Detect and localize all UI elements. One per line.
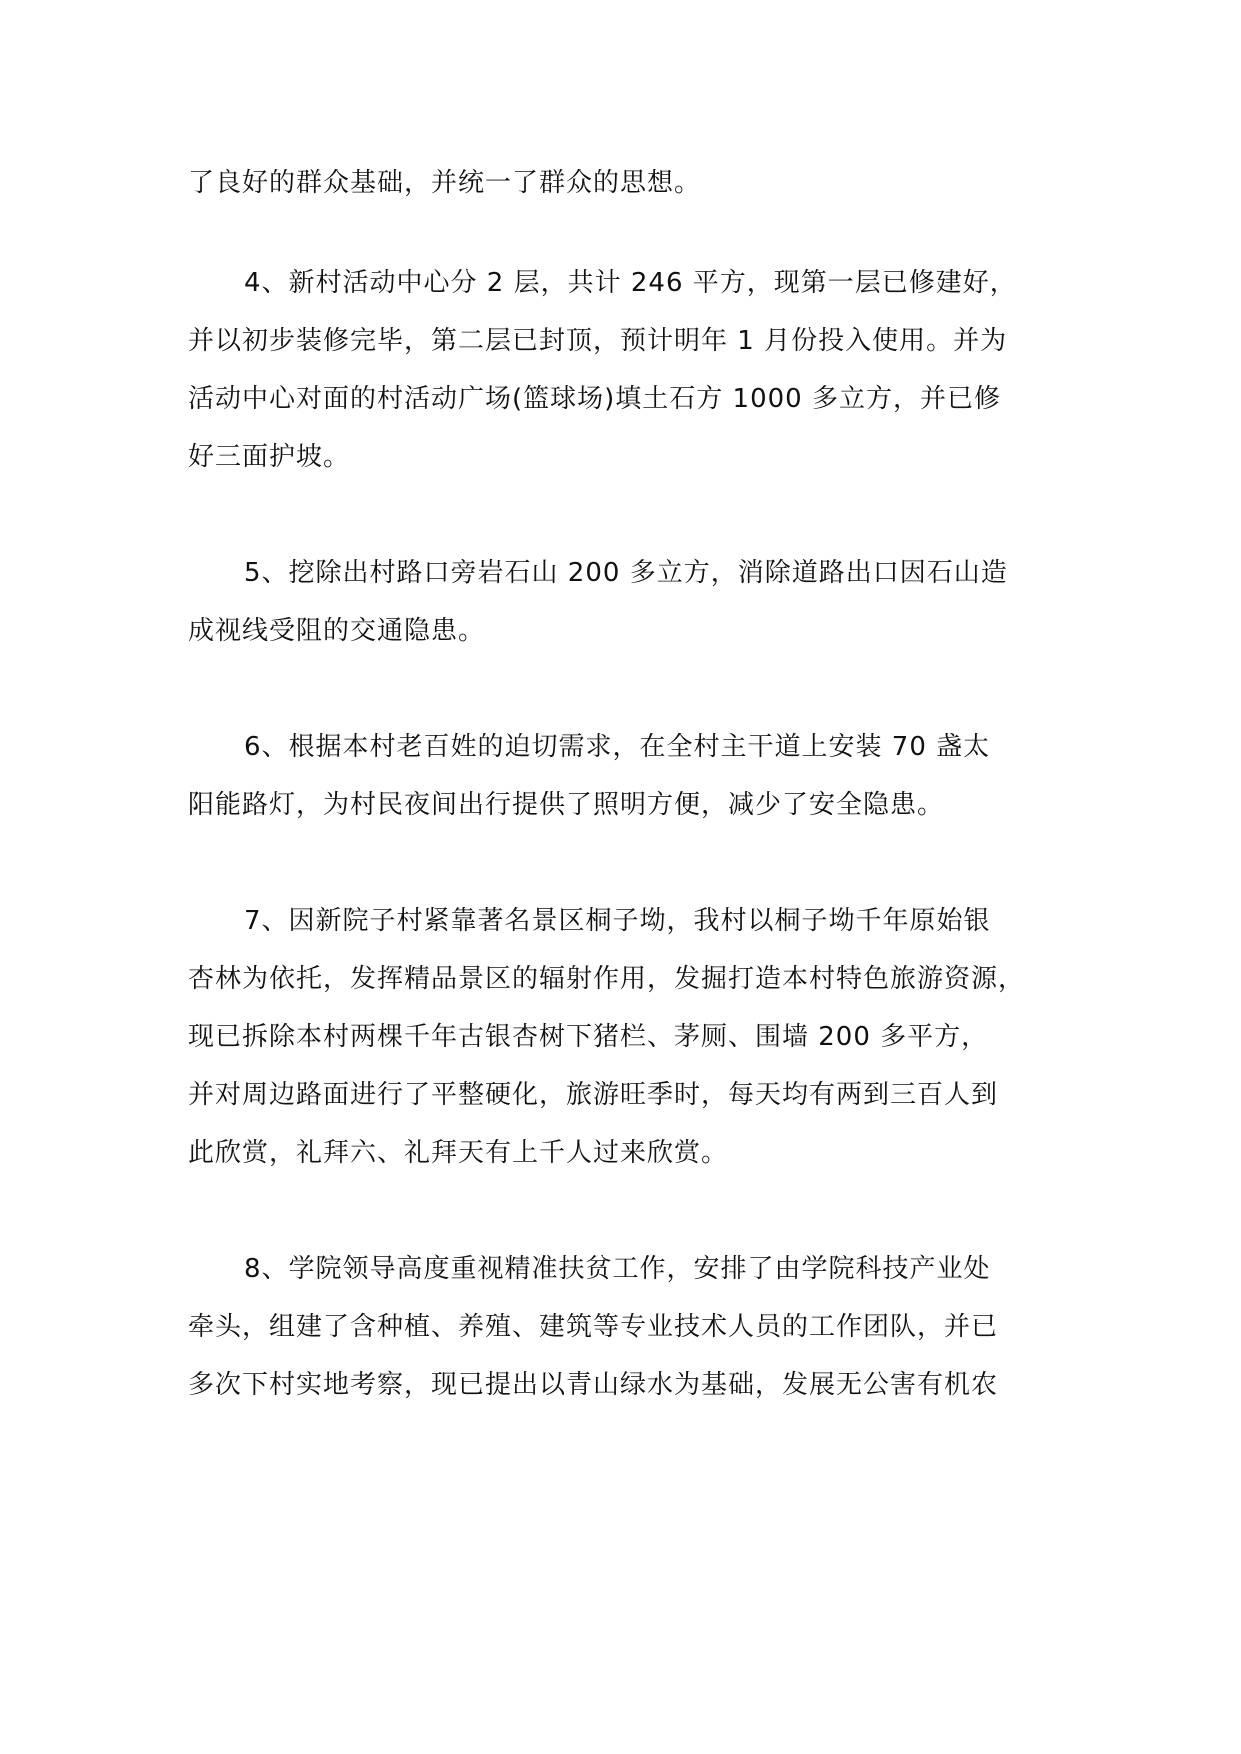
paragraph-line: 4、新村活动中心分 2 层，共计 246 平方，现第一层已修建好， bbox=[244, 268, 1017, 298]
paragraph-line: 成视线受阻的交通隐患。 bbox=[188, 616, 486, 646]
paragraph-line: 多次下村实地考察，现已提出以青山绿水为基础，发展无公害有机农 bbox=[188, 1370, 999, 1400]
paragraph-line: 杏林为依托，发挥精品景区的辐射作用，发掘打造本村特色旅游资源， bbox=[188, 964, 1026, 994]
paragraph-line: 并以初步装修完毕，第二层已封顶，预计明年 1 月份投入使用。并为 bbox=[188, 326, 1008, 356]
paragraph-line: 了良好的群众基础，并统一了群众的思想。 bbox=[188, 168, 702, 198]
paragraph-line: 活动中心对面的村活动广场(篮球场)填土石方 1000 多立方，并已修 bbox=[188, 384, 1001, 414]
paragraph-line: 5、挖除出村路口旁岩石山 200 多立方，消除道路出口因石山造 bbox=[244, 558, 1008, 588]
paragraph-line: 牵头，组建了含种植、养殖、建筑等专业技术人员的工作团队，并已 bbox=[188, 1312, 999, 1342]
paragraph-line: 现已拆除本村两棵千年古银杏树下猪栏、茅厕、围墙 200 多平方， bbox=[188, 1022, 989, 1052]
paragraph-line: 6、根据本村老百姓的迫切需求，在全村主干道上安装 70 盏太 bbox=[244, 732, 991, 762]
paragraph-line: 8、学院领导高度重视精准扶贫工作，安排了由学院科技产业处 bbox=[244, 1254, 991, 1284]
paragraph-line: 7、因新院子村紧靠著名景区桐子坳，我村以桐子坳千年原始银 bbox=[244, 906, 991, 936]
paragraph-line: 此欣赏，礼拜六、礼拜天有上千人过来欣赏。 bbox=[188, 1138, 729, 1168]
paragraph-line: 阳能路灯，为村民夜间出行提供了照明方便，减少了安全隐患。 bbox=[188, 790, 945, 820]
paragraph-line: 并对周边路面进行了平整硬化，旅游旺季时，每天均有两到三百人到 bbox=[188, 1080, 999, 1110]
paragraph-line: 好三面护坡。 bbox=[188, 442, 351, 472]
